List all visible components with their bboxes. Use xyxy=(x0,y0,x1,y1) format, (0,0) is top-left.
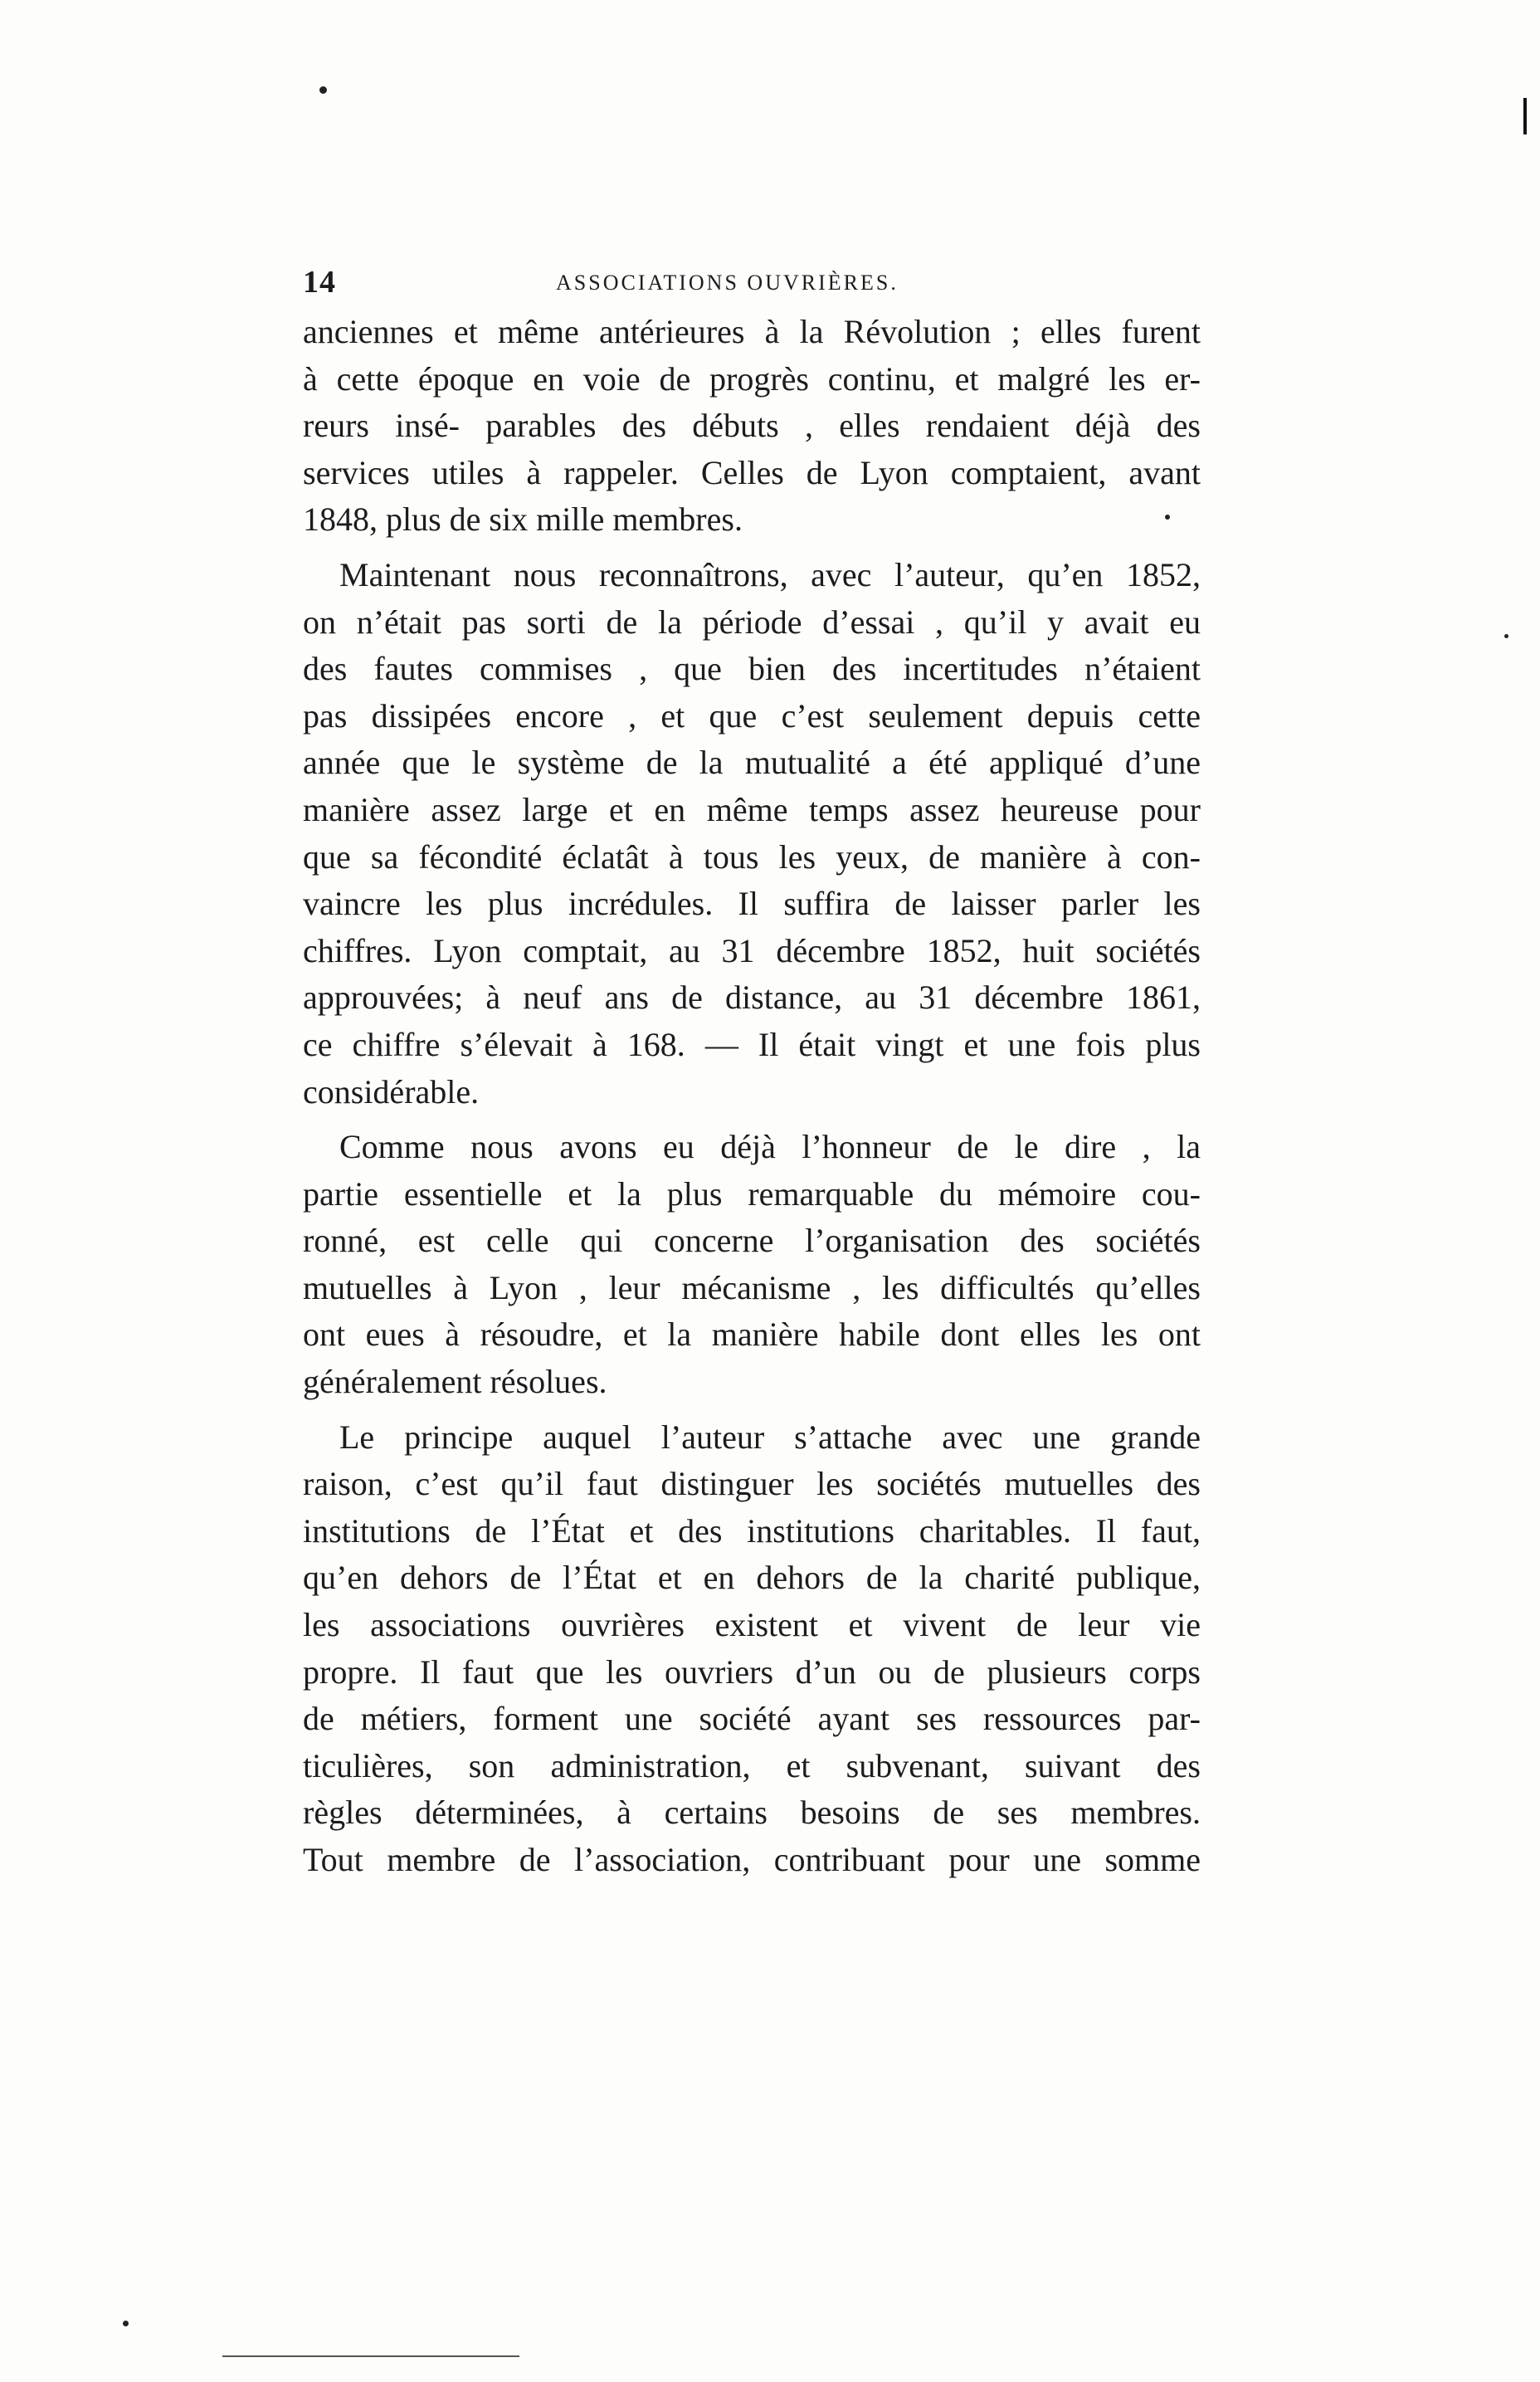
paragraph-4 xyxy=(303,1414,1201,1884)
text-line: année que le système de la mutualité a été appliqué d’une xyxy=(303,744,1201,782)
paragraph-3 xyxy=(303,1124,1201,1406)
text-line: anciennes et même antérieures à la Révolution ; elles furent xyxy=(303,313,1201,350)
text-line: ronné, est celle qui concerne l’organisation des sociétés xyxy=(303,1222,1201,1260)
scan-speck xyxy=(123,2321,129,2326)
text-line: des fautes commises , que bien des incertitudes n’étaient xyxy=(303,650,1201,688)
text-line: ont eues à résoudre, et la manière habile dont elles les ont xyxy=(303,1315,1201,1354)
scan-edge-mark xyxy=(1523,98,1527,134)
text-line: raison, c’est qu’il faut distinguer les sociétés mutuelles des xyxy=(303,1465,1201,1503)
scan-speck xyxy=(319,86,327,94)
text-line: partie essentielle et la plus remarquable du mémoire cou- xyxy=(303,1174,1201,1213)
text-line: reurs insé- parables des débuts , elles rendaient déjà des xyxy=(303,407,1201,445)
text-line: propre. Il faut que les ouvriers d’un ou de plusieurs corps xyxy=(303,1652,1201,1691)
text-line: Maintenant nous reconnaîtrons, avec l’auteur, qu’en 1852, xyxy=(339,555,1201,593)
text-line: manière assez large et en même temps assez heureuse pour xyxy=(303,790,1201,828)
text-line: à cette époque en voie de progrès continu, et malgré les er- xyxy=(303,359,1201,398)
text-line: vaincre les plus incrédules. Il suffira de laisser parler les xyxy=(303,885,1201,923)
text-line: Tout membre de l’association, contribuant pour une somme xyxy=(303,1841,1201,1878)
text-line: règles déterminées, à certains besoins de ses membres. xyxy=(303,1794,1201,1832)
text-line: mutuelles à Lyon , leur mécanisme , les difficultés qu’elles xyxy=(303,1268,1201,1306)
text-line: Comme nous avons eu déjà l’honneur de le dire , la xyxy=(339,1128,1201,1166)
running-head xyxy=(303,264,1201,305)
text-line: ticulières, son administration, et subvenant, suivant des xyxy=(303,1746,1201,1784)
text-line: que sa fécondité éclatât à tous les yeux, de manière à con- xyxy=(303,837,1201,876)
text-line: ce chiffre s’élevait à 168. — Il était vingt et une fois plus xyxy=(303,1025,1201,1063)
paragraph-1 xyxy=(303,309,1201,544)
text-line: qu’en dehors de l’État et en dehors de la charité publique, xyxy=(303,1559,1201,1597)
text-line: Le principe auquel l’auteur s’attache avec une grande xyxy=(339,1418,1201,1456)
text-line: services utiles à rappeler. Celles de Lyon comptaient, avant xyxy=(303,453,1201,491)
scan-speck xyxy=(1504,634,1508,638)
book-page xyxy=(303,264,1201,1892)
text-line: généralement résolues. xyxy=(303,1363,607,1401)
text-line: de métiers, forment une société ayant ses ressources par- xyxy=(303,1700,1201,1738)
body-text xyxy=(303,309,1201,1884)
text-line: chiffres. Lyon comptait, au 31 décembre 1852, huit sociétés xyxy=(303,931,1201,969)
text-line: considérable. xyxy=(303,1072,480,1110)
running-title: ASSOCIATIONS OUVRIÈRES. xyxy=(556,271,899,295)
text-line: approuvées; à neuf ans de distance, au 31 décembre 1861, xyxy=(303,979,1201,1017)
page-number: 14 xyxy=(303,265,336,300)
paragraph-2 xyxy=(303,552,1201,1115)
text-line: pas dissipées encore , et que c’est seulement depuis cette xyxy=(303,696,1201,735)
text-line: institutions de l’État et des institutions charitables. Il faut, xyxy=(303,1511,1201,1550)
scan-rule-mark xyxy=(222,2355,519,2357)
text-line: 1848, plus de six mille membres. xyxy=(303,500,743,539)
text-line: on n’était pas sorti de la période d’essai , qu’il y avait eu xyxy=(303,603,1201,641)
text-line: les associations ouvrières existent et vivent de leur vie xyxy=(303,1606,1201,1644)
